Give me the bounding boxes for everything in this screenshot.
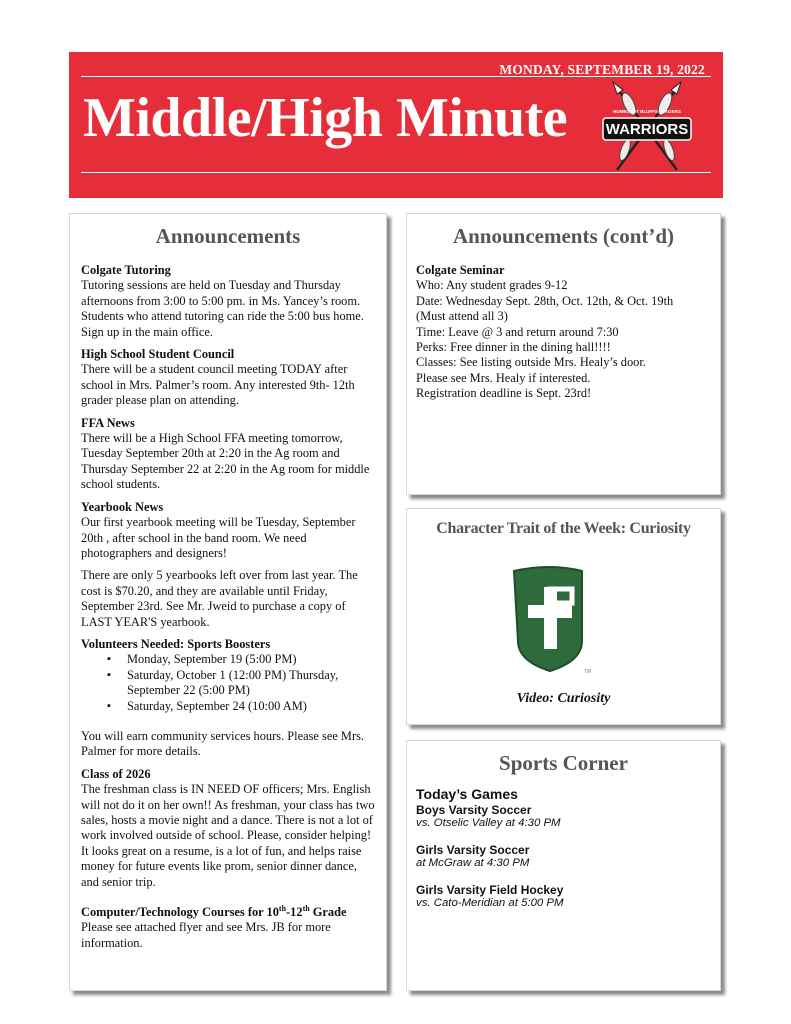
volunteers-section <box>81 637 376 760</box>
seminar-line: Who: Any student grades 9-12 <box>416 278 568 293</box>
svg-text:TM: TM <box>584 669 592 675</box>
issue-date: MONDAY, SEPTEMBER 19, 2022 <box>499 62 705 77</box>
list-item: ▪ Saturday, September 24 (10:00 AM) <box>127 699 376 714</box>
announcements-panel <box>69 213 387 991</box>
list-item: ▪ Saturday, October 1 (12:00 PM) Thursday, September 22 (5:00 PM) <box>127 668 376 699</box>
section-body: There will be a High School FFA meeting tomorrow, Tuesday September 20th at 2:20 in the Ag room and Thursday September 22 at 2:20 in the Ag room for middle school students. <box>81 431 370 492</box>
seminar-line: Classes: See listing outside Mrs. Healy’s door. <box>416 355 646 370</box>
game-item <box>416 843 711 869</box>
seminar-line: Perks: Free dinner in the dining hall!!!! <box>416 340 611 355</box>
game-team: Girls Varsity Soccer <box>416 843 530 857</box>
sports-corner-panel <box>406 740 721 991</box>
section-body: Tutoring sessions are held on Tuesday and Thursday afternoons from 3:00 to 5:00 pm. in Ms. Yancey’s room. Students who attend tutoring can ride the 5:00 bus home. Sign up in the main office. <box>81 278 364 339</box>
announcements-contd-heading: Announcements (cont’d) <box>452 224 675 248</box>
game-detail: vs. Otselic Valley at 4:30 PM <box>416 817 561 829</box>
class-2026-section <box>81 767 376 890</box>
colgate-seminar-title: Colgate Seminar <box>416 263 505 277</box>
game-item <box>416 803 711 829</box>
announcements-heading: Announcements <box>155 224 301 248</box>
video-link[interactable]: Video: Curiosity <box>516 691 611 706</box>
character-strong-shield-icon <box>510 565 590 677</box>
game-detail: at McGraw at 4:30 PM <box>416 857 530 869</box>
section-body: There are only 5 yearbooks left over from last year. The cost is $70.20, and they are available until Friday, September 23rd. See Mr. Jweid to purchase a copy of LAST YEAR'S yearbook. <box>81 568 358 629</box>
newsletter-title: Middle/High Minute <box>83 87 568 149</box>
seminar-line: Date: Wednesday Sept. 28th, Oct. 12th, & Oct. 19th <box>416 293 674 308</box>
warriors-logo <box>599 80 695 176</box>
section-body: There will be a student council meeting TODAY after school in Mrs. Palmer’s room. Any interested 9th- 12th grader please plan on attending. <box>81 362 355 408</box>
list-item: ▪ Monday, September 19 (5:00 PM) <box>127 652 376 667</box>
announcements-contd-panel <box>406 213 721 495</box>
game-team: Boys Varsity Soccer <box>416 803 532 817</box>
section-title: High School Student Council <box>81 347 235 362</box>
section-title: Class of 2026 <box>81 766 151 781</box>
section-title: Volunteers Needed: Sports Boosters <box>81 636 271 651</box>
game-detail: vs. Cato-Meridian at 5:00 PM <box>416 897 564 909</box>
section-body: Please see attached flyer and see Mrs. JB for more information. <box>81 920 331 950</box>
seminar-line: (Must attend all 3) <box>416 309 508 324</box>
section-body: The freshman class is IN NEED OF officers; Mrs. English will not do it on her own!! As freshman, your class has two sales, hosts a movie night and a dance. There is not a lot of work involved outside of school. Please, consider helping! It looks great on a resume, is a lot of fun, and helps raise money for future events like prom, senior dinner dance, and senior trip. <box>81 782 375 889</box>
seminar-line: Registration deadline is Sept. 23rd! <box>416 386 592 401</box>
character-trait-heading: Character Trait of the Week: Curiosity <box>436 520 691 537</box>
ffa-news-section <box>81 416 376 493</box>
student-council-section <box>81 347 376 409</box>
section-title: Computer/Technology Courses for 10th-12th Grade <box>81 903 347 920</box>
sports-corner-heading: Sports Corner <box>499 751 628 775</box>
svg-text:WARRIORS: WARRIORS <box>605 121 689 138</box>
game-team: Girls Varsity Field Hockey <box>416 883 564 897</box>
svg-text:HUMBOLDT BLUFFS / HAGERS: HUMBOLDT BLUFFS / HAGERS <box>613 109 681 114</box>
volunteer-dates-list <box>81 652 376 714</box>
section-title: Colgate Tutoring <box>81 263 171 277</box>
section-title: FFA News <box>81 415 135 430</box>
colgate-tutoring-section <box>81 263 376 340</box>
character-trait-panel <box>406 508 721 725</box>
game-item <box>416 883 711 909</box>
section-body: Our first yearbook meeting will be Tuesday, September 20th , after school in the band room. We need photographers and designers! <box>81 515 356 560</box>
section-body: You will earn community services hours. Please see Mrs. Palmer for more details. <box>81 728 364 759</box>
seminar-line: Time: Leave @ 3 and return around 7:30 <box>416 324 619 339</box>
seminar-line: Please see Mrs. Healy if interested. <box>416 370 591 385</box>
header-banner <box>69 52 723 198</box>
yearbook-news-section <box>81 500 376 630</box>
todays-games-title: Today’s Games <box>416 786 518 802</box>
computer-courses-section <box>81 905 376 951</box>
section-title: Yearbook News <box>81 499 164 514</box>
